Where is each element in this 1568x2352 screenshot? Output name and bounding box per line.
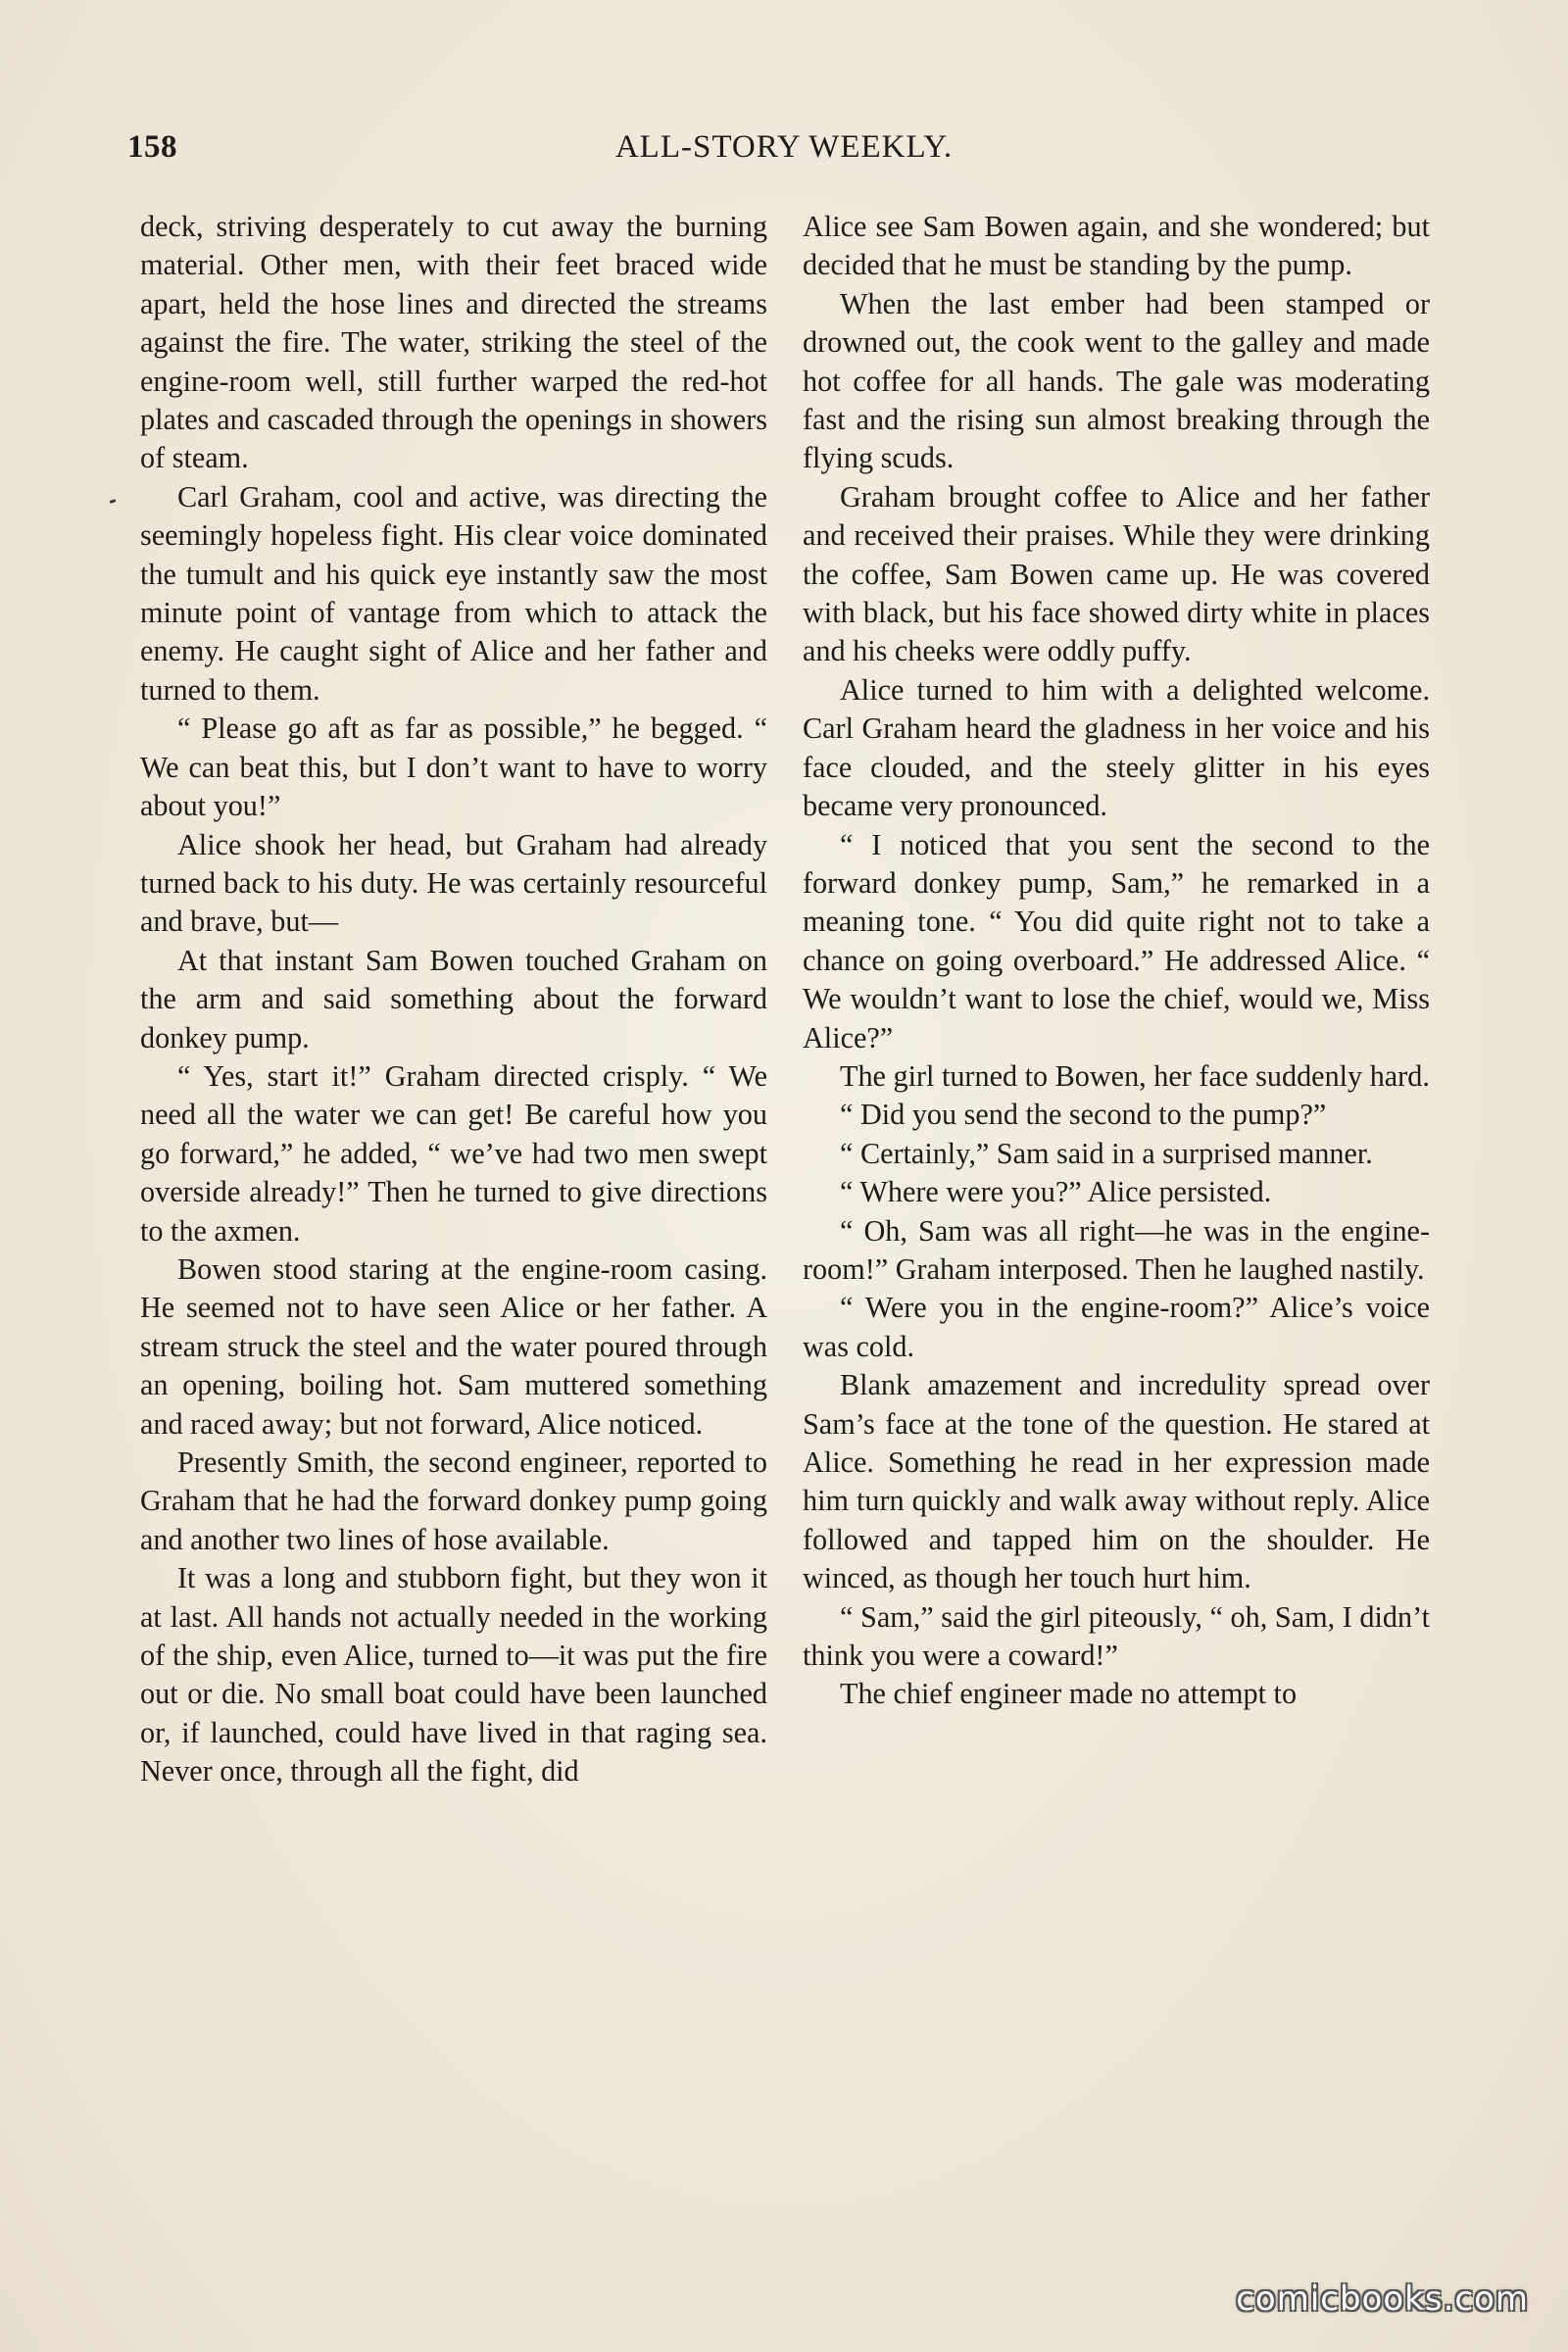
paragraph: It was a long and stubborn fight, but they won it at last. All hands not actually needed in the working of the ship, even Alice, turned to—it was put the fire out or die. No small boat could have been launched or, if launched, could have lived in that raging sea. Never once, through all the fight, did — [140, 1561, 767, 1788]
paragraph: “ Sam,” said the girl piteously, “ oh, Sam, I didn’t think you were a coward!” — [803, 1599, 1430, 1673]
paragraph: “ Did you send the second to the pump?” — [840, 1098, 1327, 1132]
paragraph: Blank amazement and incredulity spread over Sam’s face at the tone of the question. He stared at Alice. Something he read in her expression made him turn quickly and walk away without reply. Alice followed and tapped him on the shoulder. He winced, as though her touch hurt him. — [803, 1368, 1430, 1595]
paragraph: “ Where were you?” Alice persisted. — [840, 1175, 1272, 1209]
paragraph: “ Certainly,” Sam said in a surprised manner. — [840, 1136, 1373, 1170]
paragraph: Alice see Sam Bowen again, and she wondered; but decided that he must be standing by the pump. — [803, 210, 1430, 282]
paragraph: “ Please go aft as far as possible,” he begged. “ We can beat this, but I don’t want to have to worry about you!” — [140, 711, 767, 823]
site-watermark: comicbooks.com — [1236, 2279, 1529, 2319]
running-title: ALL-STORY WEEKLY. — [614, 129, 954, 165]
page-header — [127, 129, 1441, 178]
paragraph: deck, striving desperately to cut away the burning material. Other men, with their feet braced wide apart, held the hose lines and directed the streams against the fire. The water, striking the steel of the engine-room well, still further warped the red-hot plates and cascaded through the openings in showers of steam. — [140, 210, 767, 475]
text-column-right — [803, 208, 1430, 1714]
paragraph: Alice shook her head, but Graham had already turned back to his duty. He was certainly resourceful and brave, but— — [140, 827, 767, 939]
paragraph: The chief engineer made no attempt to — [840, 1677, 1298, 1711]
paragraph: The girl turned to Bowen, her face suddenly hard. — [840, 1058, 1430, 1093]
paragraph: “ Were you in the engine-room?” Alice’s voice was cold. — [803, 1291, 1430, 1363]
paragraph: When the last ember had been stamped or drowned out, the cook went to the galley and made hot coffee for all hands. The gale was moderating fast and the rising sun almost breaking through the flying scuds. — [803, 286, 1430, 475]
paragraph: Graham brought coffee to Alice and her father and received their praises. While they were drinking the coffee, Sam Bowen came up. He was covered with black, but his face showed dirty white in places and his cheeks were oddly puffy. — [803, 479, 1430, 668]
paragraph: Alice turned to him with a delighted welcome. Carl Graham heard the gladness in her voice and his face clouded, and the steely glitter in his eyes became very pronounced. — [803, 672, 1430, 823]
ink-speck — [110, 499, 117, 504]
page-number: 158 — [127, 129, 177, 165]
paragraph: Bowen stood staring at the engine-room casing. He seemed not to have seen Alice or her father. A stream struck the steel and the water poured through an opening, boiling hot. Sam muttered something and raced away; but not forward, Alice noticed. — [140, 1251, 767, 1441]
paragraph: “ Oh, Sam was all right—he was in the engine-room!” Graham interposed. Then he laughed nastily. — [803, 1213, 1430, 1286]
paragraph: Presently Smith, the second engineer, reported to Graham that he had the forward donkey pump going and another two lines of hose available. — [140, 1446, 767, 1556]
paragraph: “ Yes, start it!” Graham directed crisply. “ We need all the water we can get! Be careful how you go forward,” he added, “ we’ve had two men swept overside already!” Then he turned to give directions to the axmen. — [140, 1058, 767, 1248]
paragraph: Carl Graham, cool and active, was directing the seemingly hopeless fight. His clear voice dominated the tumult and his quick eye instantly saw the most minute point of vantage from which to attack the enemy. He caught sight of Alice and her father and turned to them. — [140, 479, 767, 707]
text-column-left — [140, 208, 767, 1791]
paragraph: “ I noticed that you sent the second to the forward donkey pump, Sam,” he remarked in a meaning tone. “ You did quite right not to take a chance on going overboard.” He addressed Alice. “ We wouldn’t want to lose the chief, would we, Miss Alice?” — [803, 827, 1430, 1054]
paragraph: At that instant Sam Bowen touched Graham on the arm and said something about the forward donkey pump. — [140, 943, 767, 1054]
